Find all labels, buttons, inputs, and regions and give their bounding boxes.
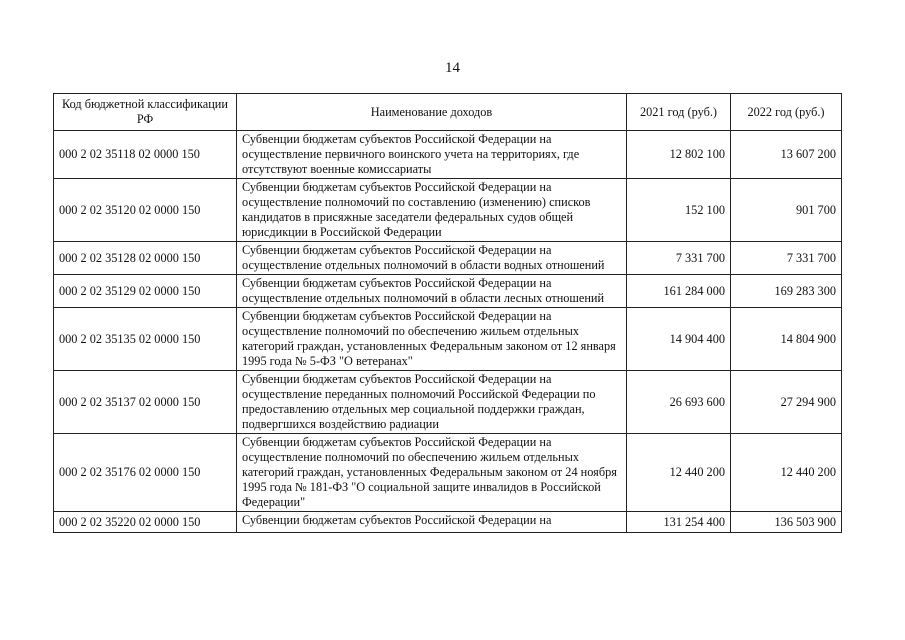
cell-2021: 26 693 600 [627, 371, 731, 434]
cell-2021: 12 802 100 [627, 131, 731, 179]
cell-code: 000 2 02 35176 02 0000 150 [54, 434, 237, 512]
page-number: 14 [445, 60, 460, 76]
cell-code: 000 2 02 35137 02 0000 150 [54, 371, 237, 434]
income-table [53, 93, 842, 533]
table-row [54, 275, 842, 308]
cell-2022: 901 700 [731, 179, 842, 242]
table-row [54, 512, 842, 533]
table-row [54, 371, 842, 434]
header-code: Код бюджетной классификации РФ [54, 94, 237, 131]
header-year-2021: 2021 год (руб.) [627, 94, 731, 131]
header-year-2022: 2022 год (руб.) [731, 94, 842, 131]
cell-code: 000 2 02 35220 02 0000 150 [54, 512, 237, 533]
cell-name: Субвенции бюджетам субъектов Российской Федерации на [237, 512, 627, 533]
table-row [54, 131, 842, 179]
cell-name: Субвенции бюджетам субъектов Российской Федерации на осуществление отдельных полномочий в области водных отношений [237, 242, 627, 275]
cell-2022: 27 294 900 [731, 371, 842, 434]
cell-name: Субвенции бюджетам субъектов Российской Федерации на осуществление полномочий по обеспечению жильем отдельных категорий граждан, установленных Федеральным законом от 24 ноября 1995 года № 181-ФЗ "О социальной защите инвалидов в Российской Федерации" [237, 434, 627, 512]
cell-code: 000 2 02 35129 02 0000 150 [54, 275, 237, 308]
cell-name: Субвенции бюджетам субъектов Российской Федерации на осуществление первичного воинского учета на территориях, где отсутствуют военные комиссариаты [237, 131, 627, 179]
cell-2021: 161 284 000 [627, 275, 731, 308]
cell-2022: 14 804 900 [731, 308, 842, 371]
header-name: Наименование доходов [237, 94, 627, 131]
cell-code: 000 2 02 35128 02 0000 150 [54, 242, 237, 275]
table-row [54, 242, 842, 275]
cell-2022: 12 440 200 [731, 434, 842, 512]
cell-2022: 13 607 200 [731, 131, 842, 179]
cell-2021: 7 331 700 [627, 242, 731, 275]
table-header-row [54, 94, 842, 131]
cell-2022: 7 331 700 [731, 242, 842, 275]
cell-name: Субвенции бюджетам субъектов Российской Федерации на осуществление полномочий по составлению (изменению) списков кандидатов в присяжные заседатели федеральных судов общей юрисдикции в Российской Федерации [237, 179, 627, 242]
table-row [54, 434, 842, 512]
table-row [54, 179, 842, 242]
cell-2021: 12 440 200 [627, 434, 731, 512]
cell-2022: 136 503 900 [731, 512, 842, 533]
cell-name: Субвенции бюджетам субъектов Российской Федерации на осуществление отдельных полномочий в области лесных отношений [237, 275, 627, 308]
cell-code: 000 2 02 35135 02 0000 150 [54, 308, 237, 371]
cell-code: 000 2 02 35118 02 0000 150 [54, 131, 237, 179]
cell-2021: 14 904 400 [627, 308, 731, 371]
cell-2022: 169 283 300 [731, 275, 842, 308]
cell-2021: 152 100 [627, 179, 731, 242]
cell-name: Субвенции бюджетам субъектов Российской Федерации на осуществление полномочий по обеспечению жильем отдельных категорий граждан, установленных Федеральным законом от 12 января 1995 года № 5-ФЗ "О ветеранах" [237, 308, 627, 371]
cell-2021: 131 254 400 [627, 512, 731, 533]
cell-code: 000 2 02 35120 02 0000 150 [54, 179, 237, 242]
table-row [54, 308, 842, 371]
cell-name: Субвенции бюджетам субъектов Российской Федерации на осуществление переданных полномочий Российской Федерации по предоставлению отдельных мер социальной поддержки граждан, подвергшихся воздействию радиации [237, 371, 627, 434]
